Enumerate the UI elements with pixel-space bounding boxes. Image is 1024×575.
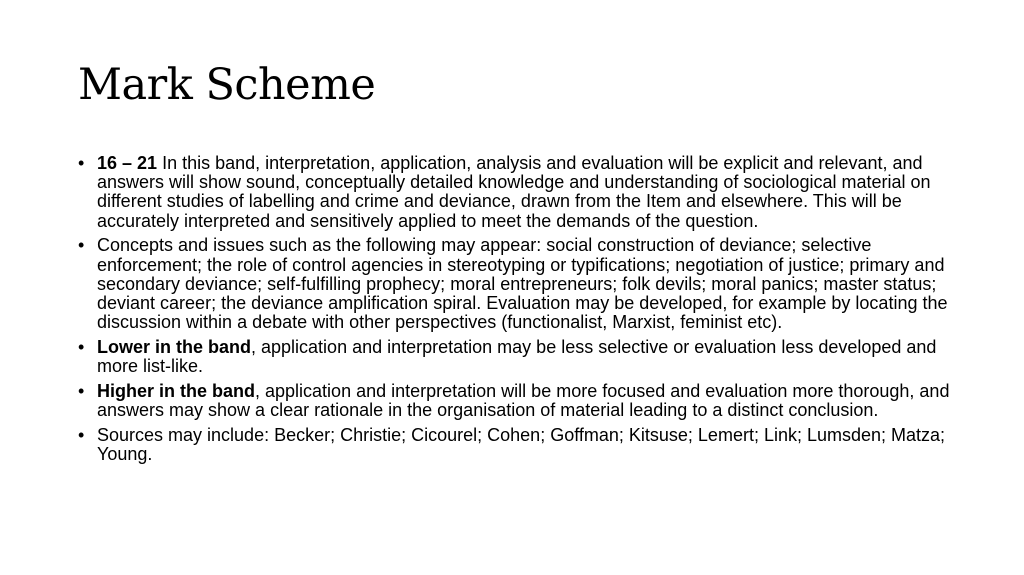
higher-band-label: Higher in the band [97,380,256,401]
bullet-item-higher-band [78,382,968,420]
band-range-label: 16 – 21 [97,153,158,173]
bullet-item-concepts [78,236,968,332]
bullet-item-lower-band [78,338,968,376]
bullet-text: , application and interpretation may be less selective or evaluation less developed and more list-like. [97,336,937,377]
bullet-text: Sources may include: Becker; Christie; Cicourel; Cohen; Goffman; Kitsuse; Lemert; Link; Lumsden; Matza; Young. [97,424,946,464]
bullet-text: , application and interpretation will be more focused and evaluation more thorough, and answers may show a clear rationale in the organisation of material leading to a distinct conclusion. [97,380,950,420]
bullet-item-band-16-21 [78,154,968,231]
bullet-item-sources [78,426,968,464]
bullet-dot-icon: • [78,380,85,401]
slide-title: Mark Scheme [78,60,376,110]
bullet-text: Concepts and issues such as the following may appear: social construction of deviance; selective enforcement; the role of control agencies in stereotyping or typifications; negotiation of justice; primary and secondary deviance; self-fulfilling prophecy; moral entrepreneurs; folk devils; moral panics; master status; deviant career; the deviance amplification spiral. Evaluation may be developed, for example by locating the discussion within a debate with other perspectives (functionalist, Marxist, feminist etc). [97,235,948,333]
lower-band-label: Lower in the band [97,336,252,357]
bullet-dot-icon: • [78,424,85,445]
bullet-list [78,154,968,470]
bullet-text: In this band, interpretation, application, analysis and evaluation will be explicit and relevant, and answers will show sound, conceptually detailed knowledge and understanding of sociological material on different studies of labelling and crime and deviance, drawn from the Item and elsewhere. This will be accurately interpreted and sensitively applied to meet the demands of the question. [97,153,931,231]
bullet-dot-icon: • [78,153,85,173]
bullet-dot-icon: • [78,336,85,357]
bullet-dot-icon: • [78,235,85,256]
